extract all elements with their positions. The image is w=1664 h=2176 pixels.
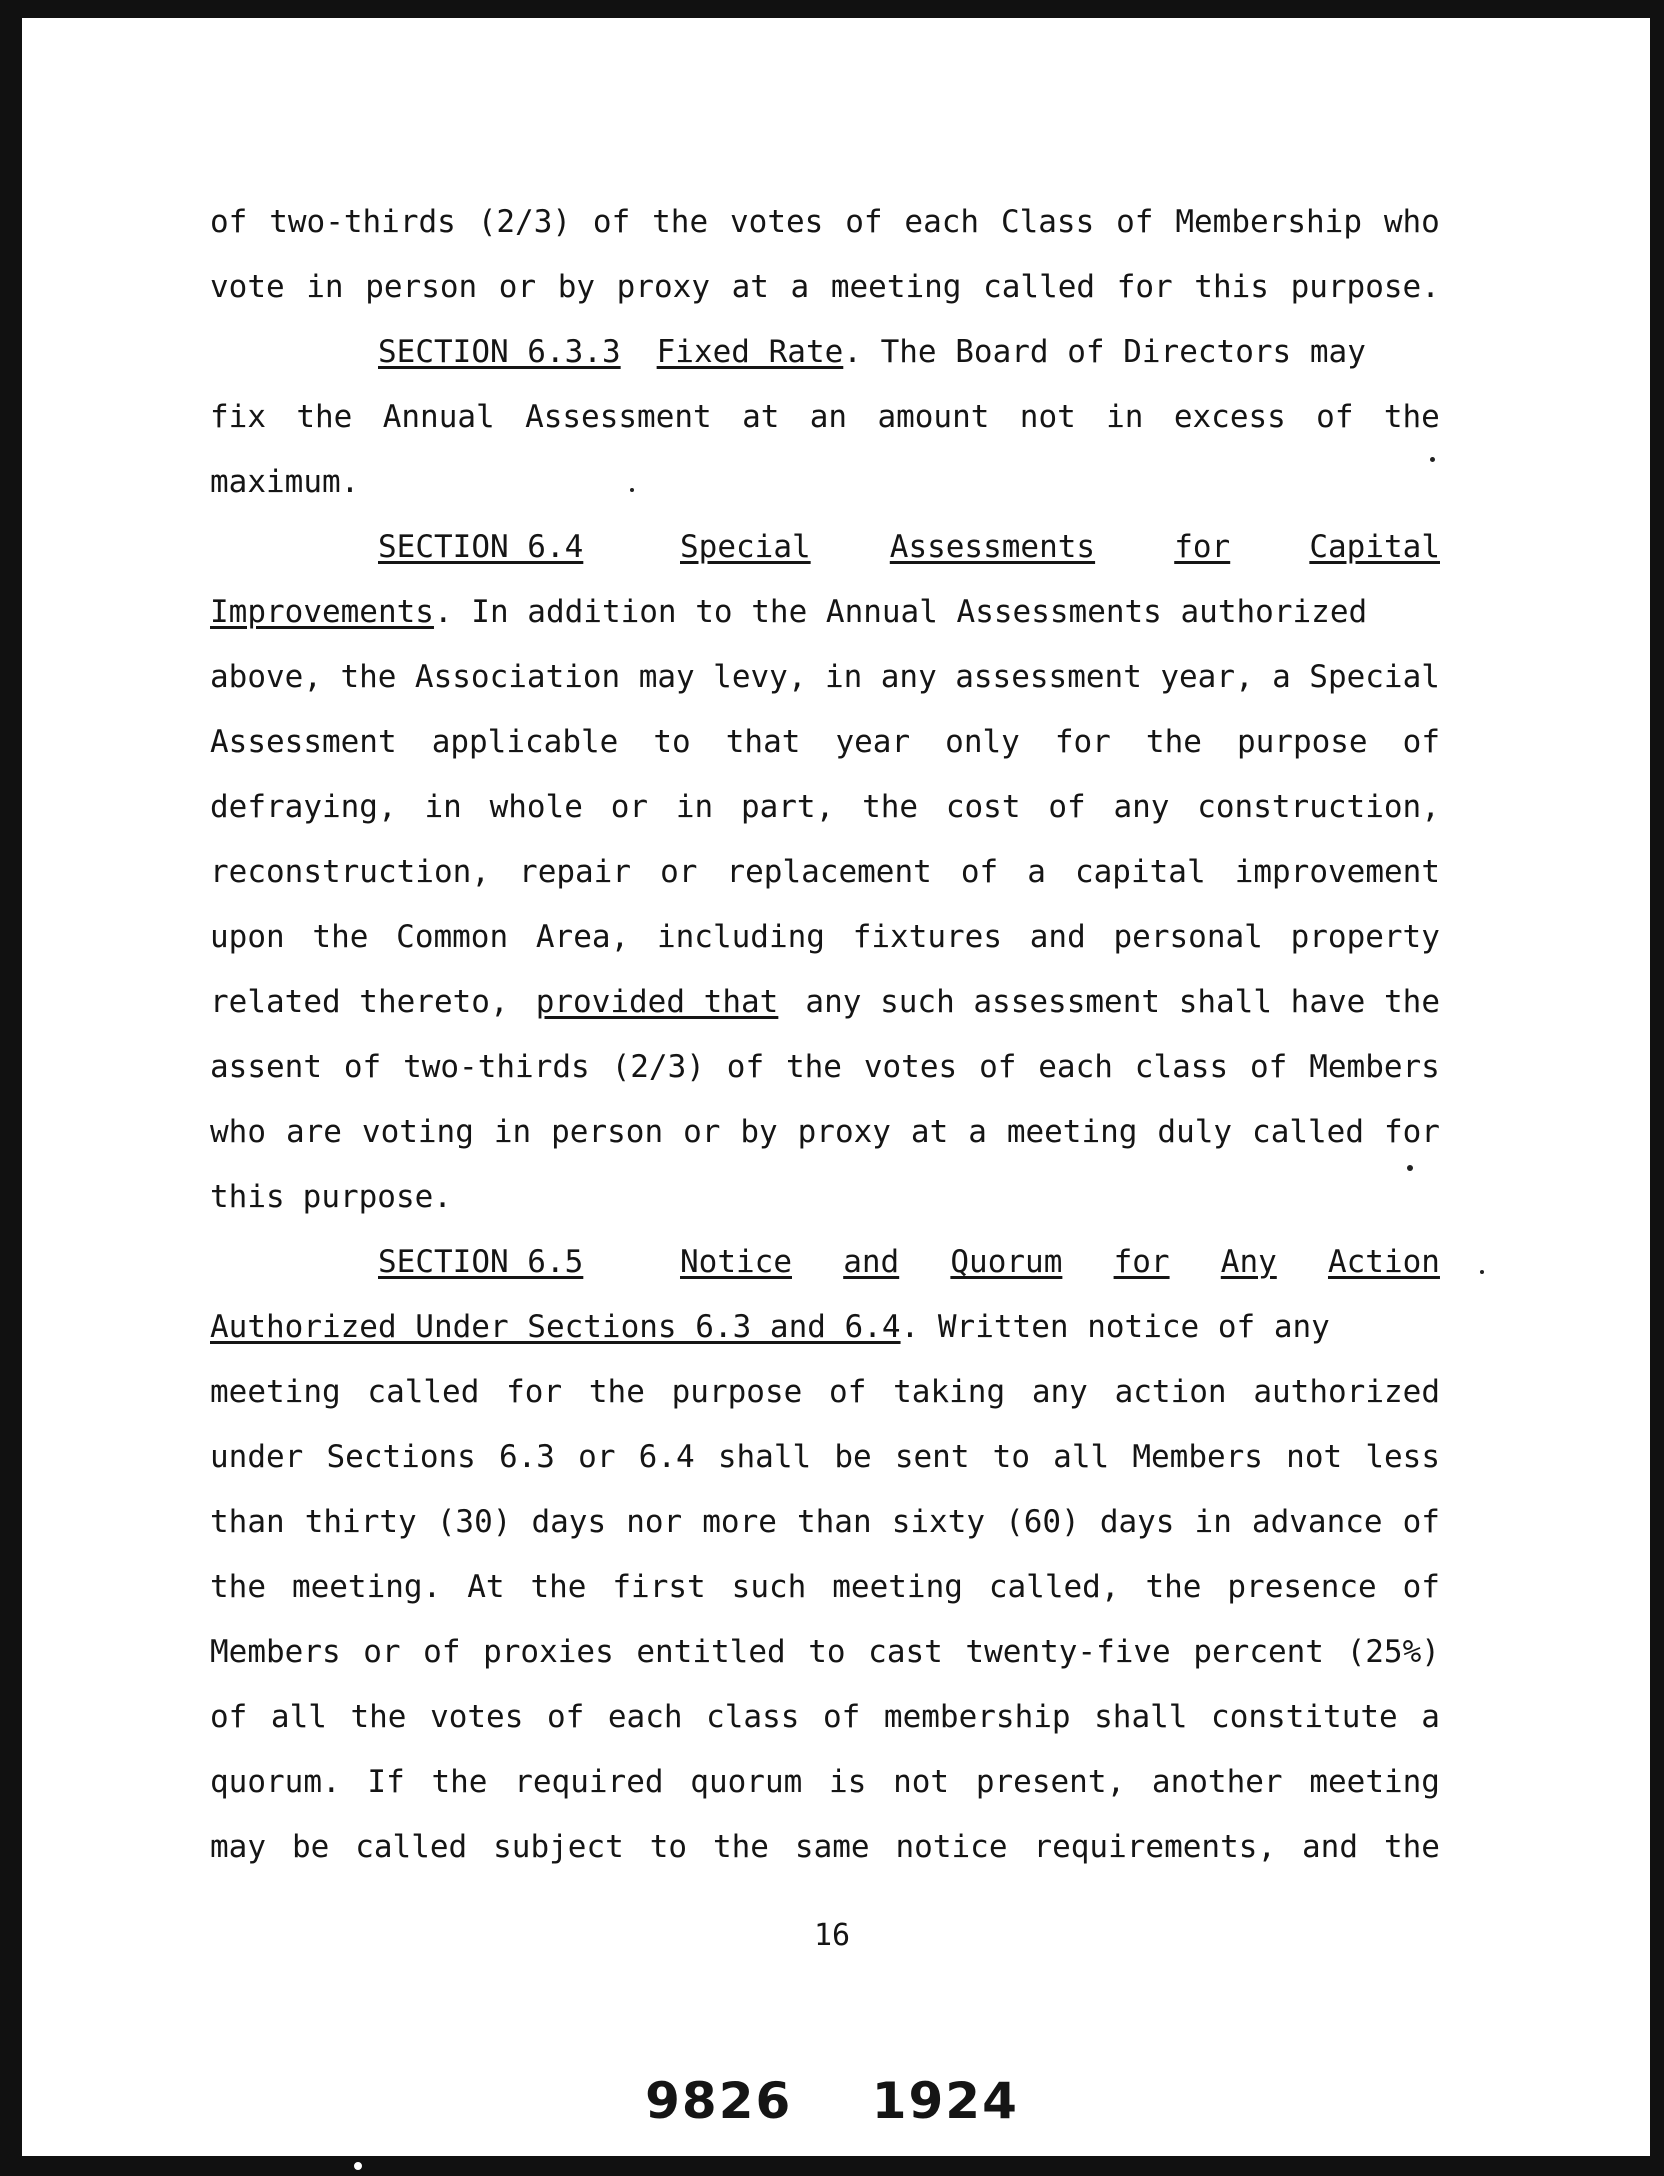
word: votes — [730, 204, 824, 240]
word: the — [431, 1764, 488, 1800]
word: all — [1053, 1439, 1110, 1475]
word: percent — [1193, 1634, 1324, 1670]
word: duly — [1157, 1114, 1233, 1150]
word: At — [467, 1569, 505, 1605]
word: or — [498, 269, 537, 305]
word: nor — [626, 1504, 683, 1540]
word: class — [1134, 1049, 1229, 1085]
word: notice — [895, 1829, 1008, 1865]
word: the — [210, 1569, 266, 1605]
word: of — [960, 854, 999, 890]
word: cost — [945, 789, 1021, 825]
scan-border-top — [0, 0, 1664, 18]
scan-border-bottom — [0, 2156, 1664, 2176]
word: quorum — [690, 1764, 803, 1800]
word: levy, — [713, 659, 807, 695]
word: improvement — [1234, 854, 1440, 890]
word: an — [809, 399, 848, 435]
emphasis-provided-that: provided that — [535, 984, 779, 1020]
word: Notice — [680, 1244, 792, 1280]
word: (25%) — [1346, 1634, 1440, 1670]
section-title: Authorized Under Sections 6.3 and 6.4 — [210, 1309, 901, 1345]
word: in — [493, 1114, 532, 1150]
word: or — [363, 1634, 401, 1670]
page-number: 16 — [813, 1918, 851, 1953]
word: to — [808, 1634, 846, 1670]
word: proxy — [797, 1114, 891, 1150]
word: than — [796, 1504, 872, 1540]
word: part, — [740, 789, 835, 825]
word: personal — [1113, 919, 1263, 955]
word: of — [823, 1699, 861, 1735]
word: any — [1031, 1374, 1088, 1410]
word: authorized — [1253, 1374, 1440, 1410]
word: (60) — [1005, 1504, 1080, 1540]
word: quorum. — [210, 1764, 341, 1800]
text-line — [210, 840, 1440, 905]
word: be — [291, 1829, 330, 1865]
word: meeting — [1309, 1764, 1440, 1800]
word: proxies — [483, 1634, 614, 1670]
word: are — [285, 1114, 342, 1150]
word: be — [834, 1439, 872, 1475]
word: Area, — [535, 919, 630, 955]
word: sixty — [891, 1504, 986, 1540]
word: or — [660, 854, 698, 890]
word: a — [1272, 659, 1291, 695]
text-line — [210, 645, 1440, 710]
word: for — [1174, 529, 1231, 565]
word: amount — [877, 399, 990, 435]
word: to — [649, 1829, 688, 1865]
word: sent — [894, 1439, 970, 1475]
word: days — [1099, 1504, 1175, 1540]
word: is — [829, 1764, 867, 1800]
section-title: Improvements — [210, 594, 434, 630]
word: called, — [988, 1569, 1120, 1605]
section-text: . The Board of Directors may — [843, 334, 1366, 370]
word: the — [588, 1374, 645, 1410]
word: present, — [975, 1764, 1126, 1800]
section-text: . Written notice of any — [900, 1309, 1330, 1345]
word: in — [1106, 399, 1144, 435]
word: the — [1383, 399, 1440, 435]
word: upon — [210, 919, 285, 955]
text-line — [210, 710, 1440, 775]
text-line — [210, 1685, 1440, 1750]
word: purpose. — [302, 1179, 452, 1215]
word: called — [367, 1374, 480, 1410]
word: advance — [1251, 1504, 1383, 1540]
word: shall — [1094, 1699, 1188, 1735]
word: Membership — [1175, 204, 1362, 240]
word: to — [653, 724, 691, 760]
word: two-thirds — [269, 204, 456, 240]
section-title: Fixed Rate — [656, 334, 844, 370]
word: shall — [717, 1439, 812, 1475]
footer-code-part: 9826 — [645, 2072, 793, 2130]
word: of — [1402, 1504, 1440, 1540]
section-heading-line — [210, 1295, 1440, 1360]
word: of — [1116, 204, 1154, 240]
word: not — [893, 1764, 950, 1800]
word: person — [551, 1114, 664, 1150]
section-heading-line — [210, 320, 1440, 385]
word: not — [1019, 399, 1076, 435]
word: by — [740, 1114, 778, 1150]
word: above, — [210, 659, 322, 695]
word: at — [910, 1114, 949, 1150]
word: Members — [1309, 1049, 1440, 1085]
word: property — [1290, 919, 1440, 955]
text-line — [210, 1100, 1440, 1165]
word: Assessment — [525, 399, 712, 435]
scan-speck — [352, 2160, 364, 2172]
word: subject — [493, 1829, 624, 1865]
word: another — [1151, 1764, 1283, 1800]
word: the — [312, 919, 369, 955]
footer-code-part: 1924 — [871, 2072, 1019, 2130]
word: purpose — [1236, 724, 1368, 760]
text-line — [210, 775, 1440, 840]
scan-border-left — [0, 0, 22, 2176]
word: only — [945, 724, 1020, 760]
word: less — [1365, 1439, 1440, 1475]
word: cast — [868, 1634, 943, 1670]
word: the — [1145, 1569, 1202, 1605]
word: a — [790, 269, 810, 305]
text-line — [210, 1620, 1440, 1685]
word: who — [210, 1114, 266, 1150]
word: construction, — [1197, 789, 1440, 825]
word: of — [1402, 724, 1440, 760]
word: Class — [1000, 204, 1095, 240]
text-line — [210, 905, 1440, 970]
word: meeting — [832, 1569, 963, 1605]
word: first — [612, 1569, 706, 1605]
section-title — [680, 1230, 1440, 1295]
word: defraying, — [210, 789, 397, 825]
scan-border-right — [1650, 0, 1664, 2176]
word: the — [350, 1699, 407, 1735]
text-line — [210, 1815, 1440, 1880]
word: the — [652, 204, 709, 240]
word: of — [592, 204, 631, 240]
word: fixtures — [852, 919, 1003, 955]
word: person — [365, 269, 478, 305]
word: this — [210, 1179, 285, 1215]
word: Association — [414, 659, 621, 695]
word: of — [423, 1634, 461, 1670]
scan-speck — [1480, 1270, 1484, 1274]
word: all — [270, 1699, 327, 1735]
word: any — [1113, 789, 1170, 825]
word: the — [862, 789, 919, 825]
word: applicable — [431, 724, 619, 760]
text-line — [210, 970, 1440, 1035]
word: including — [656, 919, 825, 955]
word: two-thirds — [403, 1049, 590, 1085]
word: in — [824, 659, 863, 695]
word: to — [992, 1439, 1030, 1475]
word: presence — [1227, 1569, 1377, 1605]
word: the — [296, 399, 353, 435]
word: Assessment — [210, 724, 397, 760]
text-segment: related thereto, — [210, 984, 509, 1020]
section-heading-line — [210, 1230, 1440, 1295]
word: replacement — [726, 854, 932, 890]
section-number: SECTION 6.3.3 — [378, 334, 621, 370]
word: the — [530, 1569, 587, 1605]
word: fix — [210, 399, 266, 435]
word: meeting — [210, 1374, 341, 1410]
word: constitute — [1211, 1699, 1398, 1735]
word: the — [340, 659, 397, 695]
word: purpose. — [1290, 269, 1440, 305]
word: whole — [489, 789, 583, 825]
text-line — [210, 1360, 1440, 1425]
word: Special — [680, 529, 811, 565]
word: such — [731, 1569, 807, 1605]
word: of — [1316, 399, 1354, 435]
text-line — [210, 1750, 1440, 1815]
word: votes — [863, 1049, 958, 1085]
word: meeting — [1006, 1114, 1138, 1150]
word: this — [1194, 269, 1269, 305]
word: assessment — [955, 659, 1142, 695]
text-line — [210, 385, 1440, 450]
word: thirty — [304, 1504, 417, 1540]
text-segment: any such assessment shall have the — [805, 984, 1440, 1020]
word: requirements, — [1033, 1829, 1277, 1865]
word: than — [210, 1504, 285, 1540]
word: year — [835, 724, 911, 760]
text-line — [210, 1165, 1440, 1230]
word: excess — [1173, 399, 1286, 435]
word: of — [829, 1374, 867, 1410]
word: and — [1029, 919, 1086, 955]
word: Capital — [1309, 529, 1440, 565]
word: for — [506, 1374, 563, 1410]
word: voting — [361, 1114, 474, 1150]
word: of — [1048, 789, 1086, 825]
section-number: SECTION 6.4 — [378, 529, 584, 565]
word: for — [1383, 1114, 1440, 1150]
word: membership — [883, 1699, 1071, 1735]
word: may — [210, 1829, 266, 1865]
word: Assessments — [889, 529, 1096, 565]
word: called — [983, 269, 1096, 305]
section-title — [680, 515, 1440, 580]
word: in — [424, 789, 462, 825]
word: year, — [1160, 659, 1254, 695]
word: (2/3) — [477, 204, 572, 240]
word: Members — [210, 1634, 341, 1670]
word: repair — [519, 854, 632, 890]
section-number: SECTION 6.5 — [378, 1244, 584, 1280]
word: in — [1194, 1504, 1232, 1540]
word: and — [1302, 1829, 1359, 1865]
word: a — [968, 1114, 987, 1150]
word: meeting. — [291, 1569, 442, 1605]
word: If — [367, 1764, 405, 1800]
word: of — [979, 1049, 1017, 1085]
word: called — [355, 1829, 468, 1865]
word: the — [1383, 1829, 1440, 1865]
word: for — [1116, 269, 1173, 305]
word: action — [1114, 1374, 1227, 1410]
word: under — [210, 1439, 304, 1475]
word: Sections — [326, 1439, 476, 1475]
word: purpose — [671, 1374, 803, 1410]
word: capital — [1074, 854, 1206, 890]
page-body — [210, 190, 1440, 1880]
word: each — [904, 204, 980, 240]
word: each — [607, 1699, 683, 1735]
word: for — [1113, 1244, 1170, 1280]
word: Common — [396, 919, 509, 955]
word: who — [1383, 204, 1440, 240]
word: twenty-five — [965, 1634, 1171, 1670]
word: (2/3) — [611, 1049, 705, 1085]
word: for — [1054, 724, 1111, 760]
word: more — [702, 1504, 777, 1540]
word: days — [531, 1504, 607, 1540]
word: 6.4 — [638, 1439, 695, 1475]
word: of — [210, 1699, 248, 1735]
word: or — [610, 789, 649, 825]
word: that — [725, 724, 801, 760]
word: Quorum — [950, 1244, 1063, 1280]
section-heading-line — [210, 580, 1440, 645]
word: of — [210, 204, 248, 240]
word: Annual — [382, 399, 495, 435]
word: may — [638, 659, 695, 695]
section-heading-line — [210, 515, 1440, 580]
text-line — [210, 1490, 1440, 1555]
word: meeting — [830, 269, 962, 305]
word: in — [306, 269, 344, 305]
word: votes — [430, 1699, 524, 1735]
word: Action — [1327, 1244, 1440, 1280]
word: any — [880, 659, 937, 695]
word: the — [712, 1829, 769, 1865]
word: maximum. — [210, 464, 360, 500]
text-line — [210, 450, 1440, 515]
word: of — [1250, 1049, 1288, 1085]
scan-speck — [1430, 457, 1435, 462]
word: Any — [1220, 1244, 1277, 1280]
word: the — [785, 1049, 842, 1085]
word: the — [1145, 724, 1202, 760]
text-line — [210, 1555, 1440, 1620]
word: a — [1421, 1699, 1440, 1735]
word: called — [1252, 1114, 1365, 1150]
word: in — [675, 789, 714, 825]
word: at — [742, 399, 780, 435]
word: each — [1038, 1049, 1113, 1085]
word: class — [706, 1699, 800, 1735]
word: reconstruction, — [210, 854, 490, 890]
word: vote — [210, 269, 285, 305]
scan-speck — [1407, 1165, 1413, 1171]
text-line — [210, 190, 1440, 255]
word: assent — [210, 1049, 322, 1085]
word: entitled — [636, 1634, 786, 1670]
word: taking — [893, 1374, 1006, 1410]
word: of — [343, 1049, 382, 1085]
word: required — [514, 1764, 664, 1800]
scan-speck — [630, 488, 634, 492]
word: of — [1402, 1569, 1440, 1605]
word: or — [578, 1439, 616, 1475]
text-line — [210, 1425, 1440, 1490]
word: Members — [1132, 1439, 1263, 1475]
word: proxy — [616, 269, 710, 305]
word: (30) — [436, 1504, 512, 1540]
text-line — [210, 1035, 1440, 1100]
text-line — [210, 255, 1440, 320]
word: of — [546, 1699, 585, 1735]
word: not — [1286, 1439, 1343, 1475]
word: of — [845, 204, 883, 240]
word: by — [557, 269, 596, 305]
word: a — [1027, 854, 1046, 890]
section-text: . In addition to the Annual Assessments authorized — [433, 594, 1368, 630]
word: Special — [1309, 659, 1440, 695]
footer-code — [0, 2072, 1664, 2130]
word: 6.3 — [498, 1439, 555, 1475]
word: or — [683, 1114, 721, 1150]
word: of — [726, 1049, 765, 1085]
word: at — [731, 269, 769, 305]
word: and — [843, 1244, 900, 1280]
word: same — [794, 1829, 870, 1865]
